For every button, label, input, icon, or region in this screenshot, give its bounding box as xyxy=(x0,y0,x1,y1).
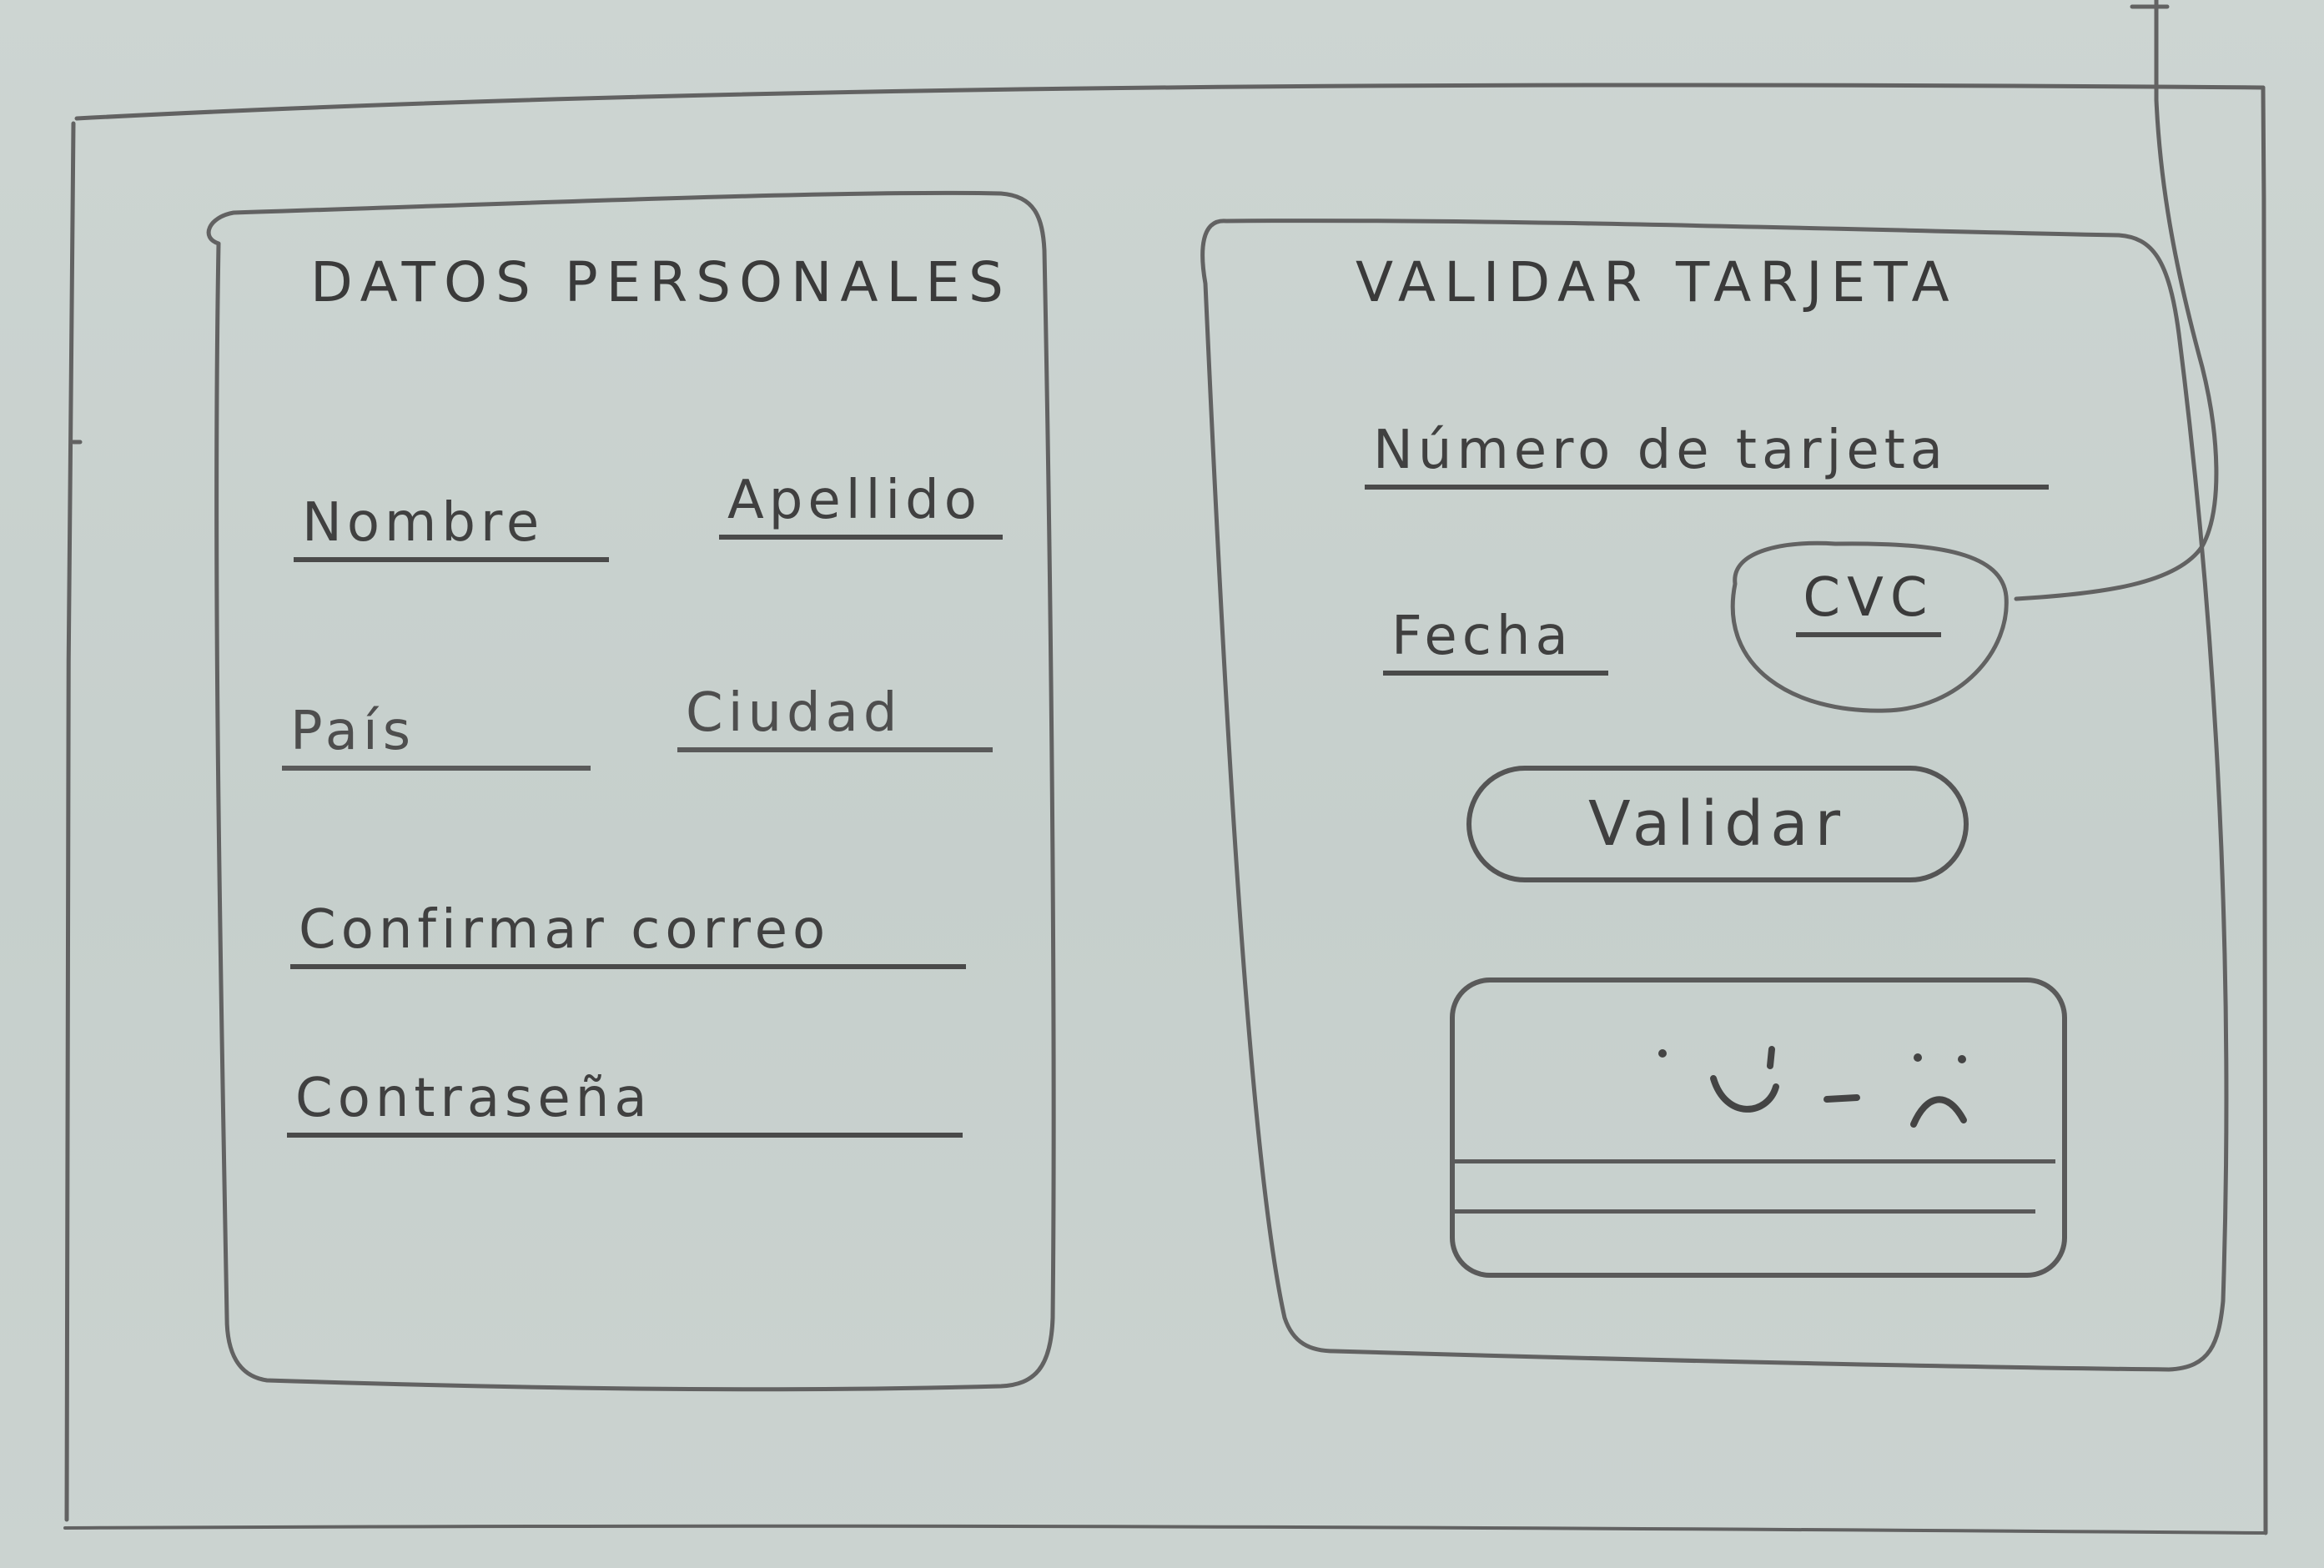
smiley-face-icon xyxy=(1705,1033,1830,1141)
cvc-label: CVC xyxy=(1796,567,1940,637)
personal-panel-title: DATOS PERSONALES xyxy=(310,250,1012,314)
sad-face-icon xyxy=(1897,1049,1989,1149)
card-panel-title: VALIDAR TARJETA xyxy=(1356,250,1958,314)
outer-frame xyxy=(77,85,2263,118)
outer-frame-right xyxy=(2263,88,2266,1533)
cvc-field[interactable] xyxy=(1752,567,1985,637)
numero-tarjeta-field[interactable]: Número de tarjeta xyxy=(1365,421,2049,490)
dash-separator-icon xyxy=(1822,1091,1864,1108)
ciudad-field[interactable]: Ciudad xyxy=(677,684,993,752)
apellido-field[interactable]: Apellido xyxy=(719,471,1003,540)
contrasena-field[interactable]: Contraseña xyxy=(287,1069,963,1138)
outer-frame-left xyxy=(66,123,73,1520)
feedback-divider-top xyxy=(1451,1159,2055,1163)
validation-feedback-box xyxy=(1450,977,2067,1278)
outer-frame-bottom xyxy=(65,1526,2266,1533)
feedback-dot xyxy=(1658,1049,1667,1058)
confirmar-correo-field[interactable]: Confirmar correo xyxy=(290,901,966,969)
connector-line xyxy=(2016,0,2216,599)
fecha-field[interactable]: Fecha xyxy=(1383,607,1608,676)
nombre-field[interactable]: Nombre xyxy=(294,494,609,562)
personal-panel-border xyxy=(209,193,1054,1389)
validar-button[interactable]: Validar xyxy=(1466,766,1969,882)
feedback-divider-bottom xyxy=(1451,1209,2035,1214)
pais-field[interactable]: País xyxy=(282,702,591,771)
